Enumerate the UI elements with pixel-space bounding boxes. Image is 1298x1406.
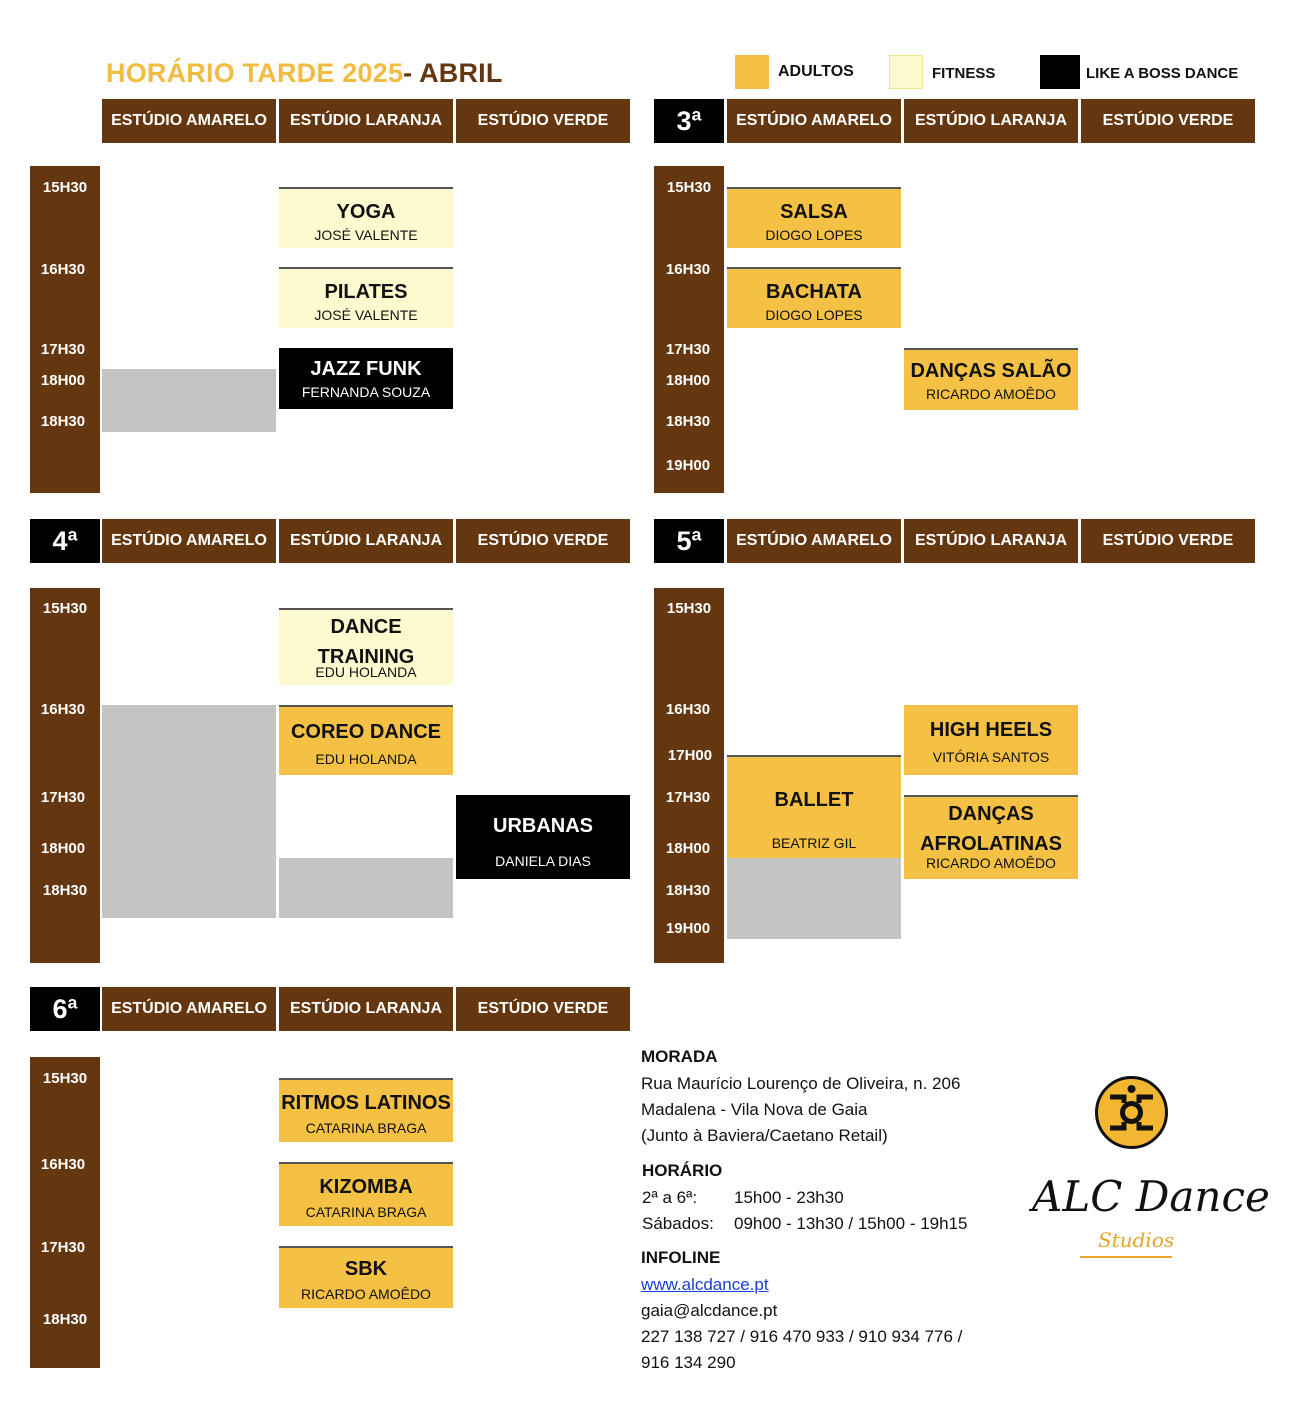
- time-label: 19H00: [665, 920, 711, 937]
- studio-header-laranja: ESTÚDIO LARANJA: [904, 519, 1078, 563]
- class-block[interactable]: [727, 755, 901, 858]
- class-teacher: FERNANDA SOUZA: [301, 384, 431, 400]
- studio-header-verde: ESTÚDIO VERDE: [1081, 99, 1255, 143]
- class-teacher: RICARDO AMOÊDO: [301, 1286, 431, 1302]
- logo-text: ALC Dance: [1032, 1172, 1270, 1221]
- time-column: [30, 166, 100, 493]
- time-label: 18H30: [665, 413, 711, 430]
- time-label: 17H30: [40, 341, 86, 358]
- class-name: COREO DANCE: [290, 721, 441, 743]
- studio-header-laranja: ESTÚDIO LARANJA: [904, 99, 1078, 143]
- class-name: SBK: [344, 1258, 388, 1280]
- website-link[interactable]: www.alcdance.pt: [641, 1275, 769, 1294]
- legend-label-adultos: ADULTOS: [778, 63, 854, 80]
- studio-header-amarelo: ESTÚDIO AMARELO: [727, 519, 901, 563]
- class-name: RITMOS LATINOS: [281, 1092, 451, 1114]
- class-name: YOGA: [336, 201, 396, 223]
- time-label: 18H30: [40, 413, 86, 430]
- class-name: DANÇAS: [948, 803, 1034, 825]
- studio-header-amarelo: ESTÚDIO AMARELO: [727, 99, 901, 143]
- class-block[interactable]: [279, 187, 453, 248]
- time-column: [30, 588, 100, 963]
- unavailable-slot: [102, 369, 276, 432]
- address-line: Rua Maurício Lourenço de Oliveira, n. 206: [641, 1074, 961, 1093]
- time-label: 18H30: [42, 882, 88, 899]
- class-name: BACHATA: [766, 281, 862, 303]
- class-block[interactable]: [279, 267, 453, 328]
- class-name: HIGH HEELS: [929, 719, 1053, 741]
- class-block[interactable]: [279, 1078, 453, 1142]
- hours-saturday-value: 09h00 - 13h30 / 15h00 - 19h15: [734, 1214, 968, 1233]
- studio-header-amarelo: ESTÚDIO AMARELO: [102, 987, 276, 1031]
- legend-swatch-boss: [1040, 55, 1080, 89]
- time-label: 16H30: [40, 1156, 86, 1173]
- class-name: DANCE: [330, 616, 402, 638]
- class-teacher: EDU HOLANDA: [315, 664, 417, 680]
- class-block[interactable]: [456, 795, 630, 879]
- studio-header-verde: ESTÚDIO VERDE: [456, 987, 630, 1031]
- hours-weekdays-label: 2ª a 6ª:: [642, 1188, 698, 1207]
- day-label: 2ª: [54, 108, 76, 133]
- time-label: 19H00: [665, 457, 711, 474]
- class-name: DANÇAS SALÃO: [910, 360, 1072, 382]
- legend-label-fitness: FITNESS: [932, 65, 996, 82]
- class-name: TRAINING: [317, 646, 415, 668]
- day-label: 4ª: [30, 519, 100, 563]
- day-label: 3ª: [654, 99, 724, 143]
- class-teacher: DANIELA DIAS: [495, 853, 591, 869]
- studio-header-verde: ESTÚDIO VERDE: [456, 519, 630, 563]
- time-label: 17H30: [40, 789, 86, 806]
- class-block[interactable]: [727, 187, 901, 248]
- time-column: [654, 166, 724, 493]
- time-label: 16H30: [40, 701, 86, 718]
- class-name: PILATES: [324, 281, 408, 303]
- studio-header-amarelo: ESTÚDIO AMARELO: [102, 99, 276, 143]
- time-label: 15H30: [666, 179, 712, 196]
- class-block[interactable]: [904, 348, 1078, 410]
- studio-header-laranja: ESTÚDIO LARANJA: [279, 987, 453, 1031]
- day-label: 5ª: [654, 519, 724, 563]
- time-label: 17H30: [40, 1239, 86, 1256]
- time-label: 16H30: [40, 261, 86, 278]
- phones-text: 916 134 290: [641, 1353, 736, 1372]
- unavailable-slot: [727, 858, 901, 939]
- time-label: 15H30: [42, 600, 88, 617]
- time-label: 18H00: [665, 840, 711, 857]
- class-teacher: JOSÉ VALENTE: [314, 307, 418, 323]
- legend-swatch-fitness: [889, 55, 923, 89]
- studio-header-verde: ESTÚDIO VERDE: [456, 99, 630, 143]
- unavailable-slot: [279, 858, 453, 918]
- time-label: 15H30: [42, 179, 88, 196]
- class-name: JAZZ FUNK: [310, 358, 422, 380]
- time-label: 17H30: [665, 341, 711, 358]
- class-block[interactable]: [279, 705, 453, 775]
- time-label: 17H00: [667, 747, 713, 764]
- legend-label-boss: LIKE A BOSS DANCE: [1086, 65, 1239, 82]
- day-label: 6ª: [30, 987, 100, 1031]
- studio-header-laranja: ESTÚDIO LARANJA: [279, 99, 453, 143]
- class-block[interactable]: [279, 348, 453, 409]
- logo-subtitle: Studios: [1098, 1228, 1175, 1252]
- class-teacher: DIOGO LOPES: [765, 227, 863, 243]
- class-block[interactable]: [279, 608, 453, 685]
- class-name: URBANAS: [493, 815, 593, 837]
- infoline-heading: INFOLINE: [641, 1248, 721, 1267]
- legend-swatch-adultos: [735, 55, 769, 89]
- time-column: [654, 588, 724, 963]
- time-label: 15H30: [42, 1070, 88, 1087]
- class-teacher: CATARINA BRAGA: [305, 1120, 427, 1136]
- class-block[interactable]: [727, 267, 901, 328]
- class-name: SALSA: [780, 201, 848, 223]
- studio-header-verde: ESTÚDIO VERDE: [1081, 519, 1255, 563]
- horario-heading: HORÁRIO: [642, 1161, 723, 1180]
- logo-emblem-icon: [1094, 1075, 1169, 1150]
- time-label: 17H30: [665, 789, 711, 806]
- class-block[interactable]: [279, 1246, 453, 1308]
- class-teacher: RICARDO AMOÊDO: [926, 386, 1056, 402]
- class-teacher: DIOGO LOPES: [765, 307, 863, 323]
- hours-saturday-label: Sábados:: [642, 1214, 714, 1233]
- class-name: AFROLATINAS: [920, 833, 1062, 855]
- class-block[interactable]: [279, 1162, 453, 1226]
- logo-underline: [1080, 1256, 1172, 1258]
- time-label: 18H00: [40, 372, 86, 389]
- morada-heading: MORADA: [641, 1047, 718, 1066]
- time-label: 15H30: [666, 600, 712, 617]
- address-line: (Junto à Baviera/Caetano Retail): [641, 1126, 888, 1145]
- page-title: HORÁRIO TARDE 2025- ABRIL: [106, 58, 503, 88]
- class-teacher: VITÓRIA SANTOS: [932, 749, 1050, 765]
- class-teacher: BEATRIZ GIL: [771, 835, 857, 851]
- class-teacher: EDU HOLANDA: [315, 751, 417, 767]
- class-teacher: RICARDO AMOÊDO: [926, 855, 1056, 871]
- class-block[interactable]: [904, 705, 1078, 775]
- studio-header-laranja: ESTÚDIO LARANJA: [279, 519, 453, 563]
- unavailable-slot: [102, 705, 276, 918]
- class-teacher: CATARINA BRAGA: [305, 1204, 427, 1220]
- time-label: 16H30: [665, 261, 711, 278]
- hours-weekdays-value: 15h00 - 23h30: [734, 1188, 844, 1207]
- class-name: KIZOMBA: [319, 1176, 413, 1198]
- time-label: 18H00: [665, 372, 711, 389]
- class-name: BALLET: [774, 789, 854, 811]
- time-label: 16H30: [665, 701, 711, 718]
- address-line: Madalena - Vila Nova de Gaia: [641, 1100, 868, 1119]
- class-teacher: JOSÉ VALENTE: [314, 227, 418, 243]
- email-text: gaia@alcdance.pt: [641, 1301, 778, 1320]
- time-label: 18H30: [665, 882, 711, 899]
- phones-text: 227 138 727 / 916 470 933 / 910 934 776 /: [641, 1327, 963, 1346]
- class-block[interactable]: [904, 795, 1078, 879]
- time-label: 18H00: [40, 840, 86, 857]
- time-label: 18H30: [42, 1311, 88, 1328]
- studio-header-amarelo: ESTÚDIO AMARELO: [102, 519, 276, 563]
